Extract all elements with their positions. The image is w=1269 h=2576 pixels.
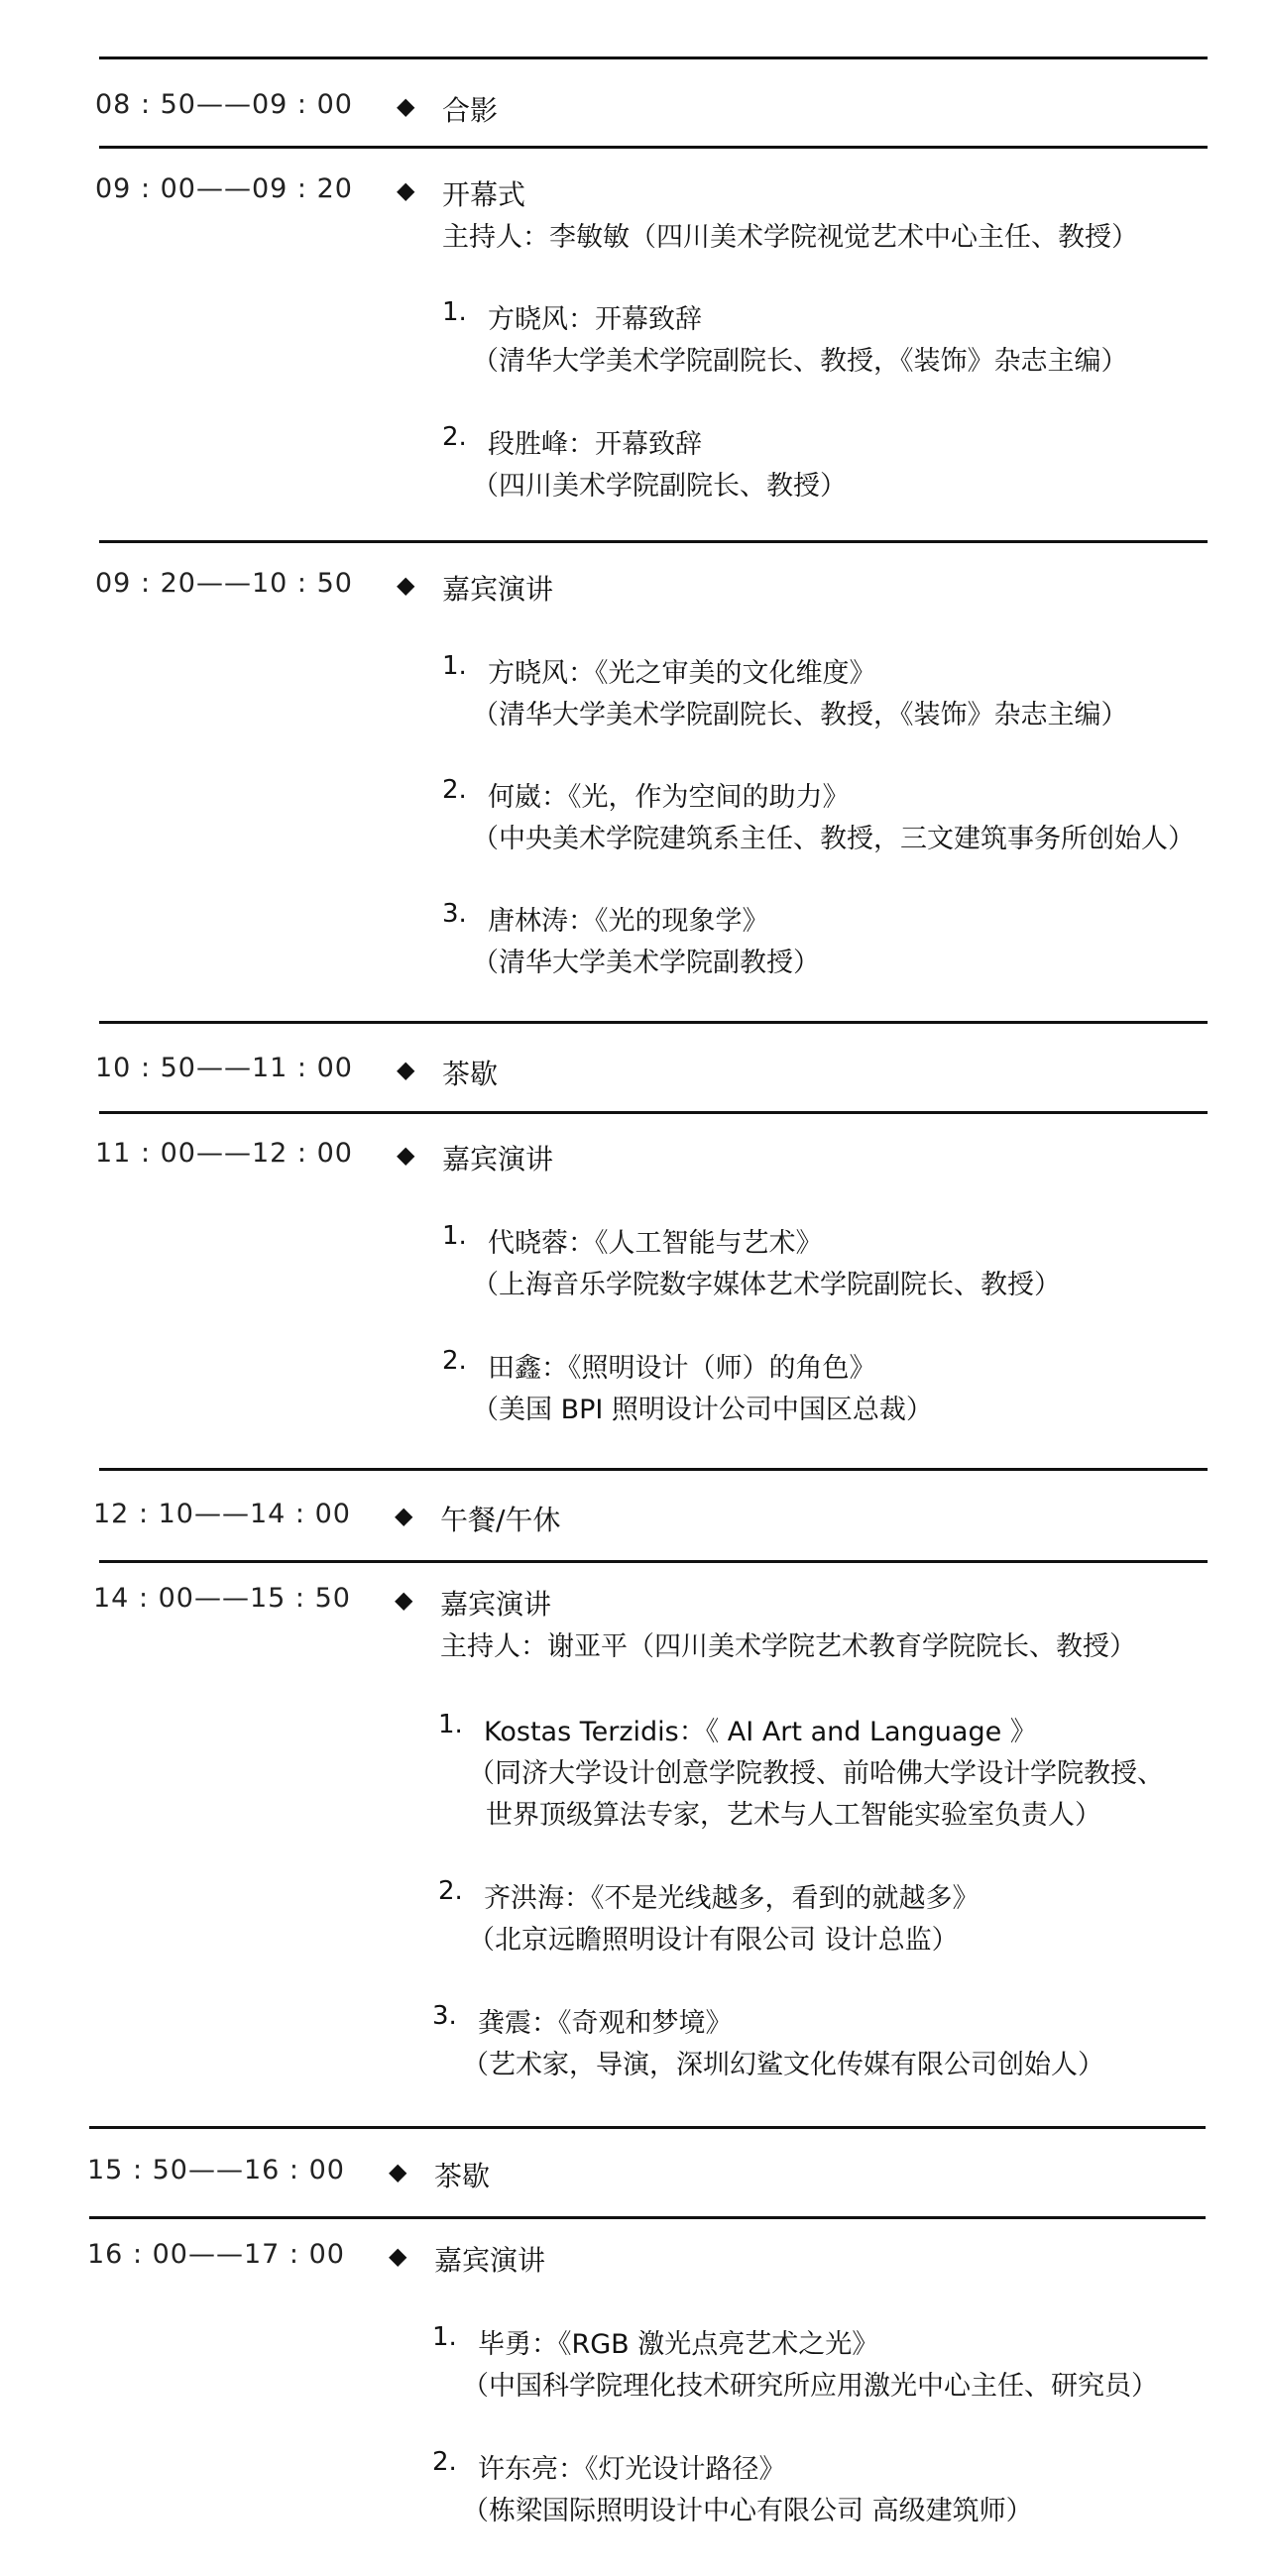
speaker-talk: 方晓风：开幕致辞	[488, 304, 702, 335]
speaker-number: 1.	[442, 1221, 467, 1251]
session-title: 嘉宾演讲	[434, 2244, 546, 2277]
diamond-bullet-icon: ◆	[395, 1586, 413, 1614]
session-title: 茶歇	[442, 1058, 499, 1090]
speaker-talk: 段胜峰：开幕致辞	[488, 429, 702, 460]
speaker-affiliation: （栋梁国际照明设计中心有限公司 高级建筑师）	[462, 2496, 1033, 2526]
speaker-number: 3.	[442, 899, 467, 929]
divider	[99, 1468, 1208, 1471]
speaker-number: 1.	[432, 2322, 457, 2352]
session-time: 11 : 00——12 : 00	[95, 1138, 353, 1169]
speaker-affiliation: （美国 BPI 照明设计公司中国区总裁）	[472, 1395, 933, 1425]
session-title: 合影	[442, 94, 499, 127]
divider	[99, 56, 1208, 59]
session-title: 嘉宾演讲	[440, 1588, 552, 1621]
speaker-number: 2.	[442, 775, 467, 805]
speaker-affiliation: （同济大学设计创意学院教授、前哈佛大学设计学院教授、	[468, 1758, 1164, 1789]
diamond-bullet-icon: ◆	[397, 176, 415, 204]
speaker-affiliation: （清华大学美术学院副院长、教授，《装饰》杂志主编）	[472, 346, 1128, 377]
divider	[99, 146, 1208, 149]
speaker-talk: Kostas Terzidis：《 AI Art and Language 》	[484, 1717, 1037, 1747]
session-time: 12 : 10——14 : 00	[93, 1499, 351, 1529]
session-host: 主持人：李敏敏（四川美术学院视觉艺术中心主任、教授）	[442, 222, 1138, 253]
session-time: 09 : 20——10 : 50	[95, 568, 353, 599]
speaker-affiliation: （中央美术学院建筑系主任、教授，三文建筑事务所创始人）	[472, 824, 1195, 854]
divider	[99, 1560, 1208, 1563]
diamond-bullet-icon: ◆	[397, 92, 415, 120]
divider	[99, 540, 1208, 543]
speaker-affiliation: （艺术家，导演，深圳幻鲨文化传媒有限公司创始人）	[462, 2050, 1104, 2080]
speaker-affiliation: （清华大学美术学院副教授）	[472, 948, 820, 978]
divider	[89, 2126, 1206, 2129]
speaker-number: 1.	[442, 297, 467, 327]
speaker-affiliation: （中国科学院理化技术研究所应用激光中心主任、研究员）	[462, 2371, 1158, 2402]
speaker-number: 2.	[442, 422, 467, 452]
session-title: 茶歇	[434, 2160, 491, 2192]
speaker-number: 2.	[438, 1876, 463, 1906]
speaker-number: 2.	[442, 1346, 467, 1376]
speaker-number: 2.	[432, 2447, 457, 2477]
session-title: 开幕式	[442, 178, 526, 211]
diamond-bullet-icon: ◆	[397, 571, 415, 599]
diamond-bullet-icon: ◆	[389, 2158, 407, 2185]
session-host: 主持人：谢亚平（四川美术学院艺术教育学院院长、教授）	[440, 1631, 1136, 1662]
speaker-affiliation-cont: 世界顶级算法专家，艺术与人工智能实验室负责人）	[486, 1800, 1101, 1831]
session-time: 10 : 50——11 : 00	[95, 1053, 353, 1083]
speaker-number: 1.	[442, 651, 467, 681]
diamond-bullet-icon: ◆	[389, 2242, 407, 2270]
session-time: 16 : 00——17 : 00	[87, 2239, 345, 2270]
speaker-talk: 齐洪海：《不是光线越多，看到的就越多》	[484, 1883, 980, 1914]
speaker-talk: 田鑫：《照明设计（师）的角色》	[488, 1353, 876, 1384]
speaker-affiliation: （北京远瞻照明设计有限公司 设计总监）	[468, 1925, 959, 1956]
speaker-talk: 龚震：《奇观和梦境》	[478, 2008, 733, 2039]
speaker-talk: 何崴：《光，作为空间的助力》	[488, 782, 850, 813]
speaker-talk: 方晓风：《光之审美的文化维度》	[488, 658, 876, 689]
divider	[99, 1111, 1208, 1114]
divider	[99, 1021, 1208, 1024]
diamond-bullet-icon: ◆	[395, 1502, 413, 1529]
session-time: 15 : 50——16 : 00	[87, 2155, 345, 2185]
speaker-affiliation: （上海音乐学院数字媒体艺术学院副院长、教授）	[472, 1270, 1061, 1300]
diamond-bullet-icon: ◆	[397, 1056, 415, 1083]
session-time: 09 : 00——09 : 20	[95, 173, 353, 204]
speaker-number: 1.	[438, 1710, 463, 1739]
session-title: 午餐/午休	[440, 1504, 561, 1536]
speaker-talk: 代晓蓉：《人工智能与艺术》	[488, 1228, 823, 1259]
diamond-bullet-icon: ◆	[397, 1141, 415, 1169]
divider	[89, 2216, 1206, 2219]
session-title: 嘉宾演讲	[442, 1143, 554, 1176]
speaker-talk: 毕勇：《RGB 激光点亮艺术之光》	[478, 2329, 879, 2360]
session-time: 14 : 00——15 : 50	[93, 1583, 351, 1614]
speaker-talk: 许东亮：《灯光设计路径》	[478, 2454, 786, 2485]
speaker-talk: 唐林涛：《光的现象学》	[488, 906, 769, 937]
speaker-number: 3.	[432, 2001, 457, 2031]
speaker-affiliation: （四川美术学院副院长、教授）	[472, 471, 847, 502]
speaker-affiliation: （清华大学美术学院副院长、教授，《装饰》杂志主编）	[472, 700, 1128, 730]
session-title: 嘉宾演讲	[442, 573, 554, 606]
session-time: 08 : 50——09 : 00	[95, 89, 353, 120]
